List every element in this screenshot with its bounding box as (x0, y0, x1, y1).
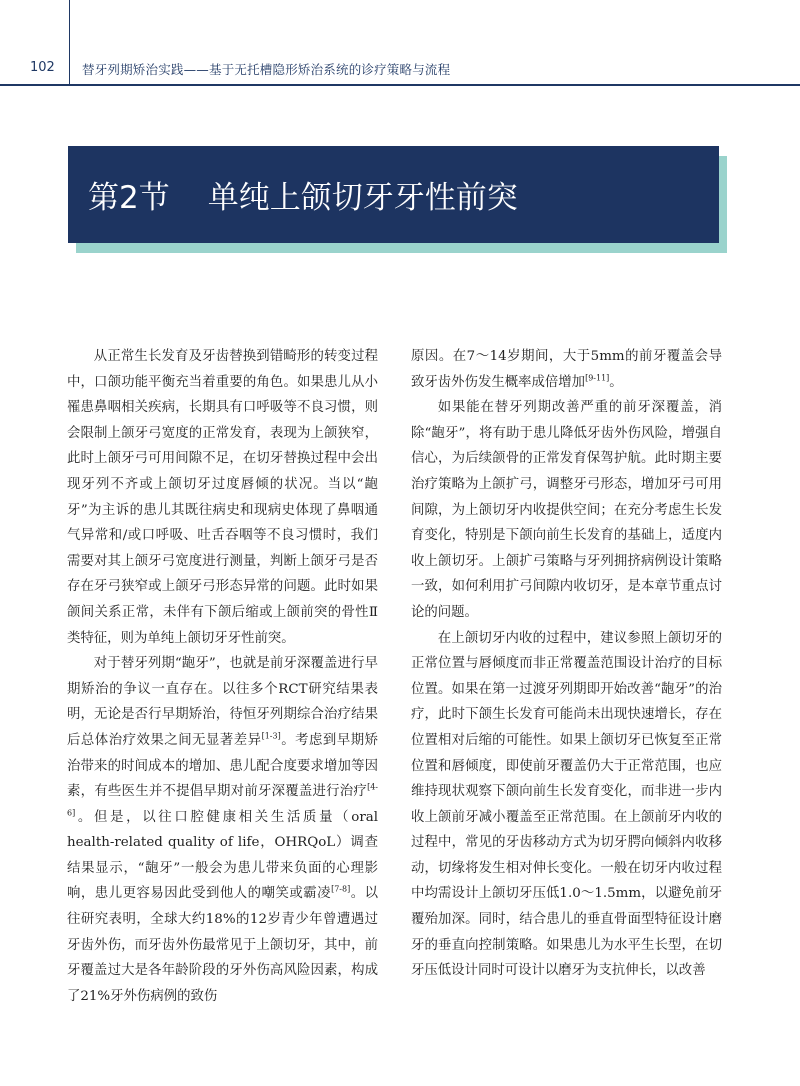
section-banner (68, 146, 719, 243)
text-run: 。 (609, 374, 623, 390)
running-head: 替牙列期矫治实践——基于无托槽隐形矫治系统的诊疗策略与流程 (82, 62, 451, 77)
paragraph (411, 344, 722, 395)
citation: [9-11] (585, 373, 610, 383)
section-title: 单纯上颌切牙牙性前突 (207, 180, 518, 216)
header-divider (69, 0, 70, 86)
paragraph (67, 651, 378, 1009)
section-number: 第2节 (88, 180, 170, 216)
text-run: 对于替牙列期“龅牙”，也就是前牙深覆盖进行早期矫治的争议一直存在。以往多个RCT研究结果表明，无论是否行早期矫治，待恒牙列期综合治疗结果后总体治疗效果之间无显著差异 (67, 656, 378, 748)
paragraph: 如果能在替牙列期改善严重的前牙深覆盖，消除“龅牙”，将有助于患儿降低牙齿外伤风险，增强自信心，为后续颌骨的正常发育保驾护航。此时期主要治疗策略为上颌扩弓，调整牙弓形态，增加牙弓可用间隙，为上颌切牙内收提供空间；在充分考虑生长发育变化，特别是下颌向前生长发育的基础上，适度内收上颌切牙。上颌扩弓策略与牙列拥挤病例设计策略一致，如何利用扩弓间隙内收切牙，是本章节重点讨论的问题。 (411, 400, 722, 620)
paragraph: 从正常生长发育及牙齿替换到错畸形的转变过程中，口颌功能平衡充当着重要的角色。如果患儿从小罹患鼻咽相关疾病，长期具有口呼吸等不良习惯，则会限制上颌牙弓宽度的正常发育，表现为上颌狭窄，此时上颌牙弓可用间隙不足，在切牙替换过程中会出现牙列不齐或上颌切牙过度唇倾的状况。当以“龅牙”为主诉的患儿其既往病史和现病史体现了鼻咽通气异常和/或口呼吸、吐舌吞咽等不良习惯时，我们需要对其上颌牙弓宽度进行测量，判断上颌牙弓是否存在牙弓狭窄或上颌牙弓形态异常的问题。此时如果颌间关系正常，未伴有下颌后缩或上颌前突的骨性Ⅱ类特征，则为单纯上颌切牙牙性前突。 (67, 349, 378, 646)
text-run: 。考虑到早期矫治带来的时间成本的增加、患儿配合度要求增加等因素，有些医生并不提倡早期对前牙深覆盖进行治疗 (67, 732, 379, 800)
citation: [4-6] (67, 782, 378, 818)
text-run: 。以往研究表明，全球大约18%的12岁青少年曾遭遇过牙齿外伤，而牙齿外伤最常见于上颌切牙，其中，前牙覆盖过大是各年龄阶段的牙外伤高风险因素，构成了21%牙外伤病例的致伤 (67, 886, 379, 1004)
citation: [7-8] (331, 885, 351, 894)
paragraph: 在上颌切牙内收的过程中，建议参照上颌切牙的正常位置与唇倾度而非正常覆盖范围设计治疗的目标位置。如果在第一过渡牙列期即开始改善“龅牙”的治疗，此时下颌生长发育可能尚未出现快速增长，存在位置相对后缩的可能性。如果上颌切牙已恢复至正常位置和唇倾度，即使前牙覆盖仍大于正常范围，也应维持现状观察下颌向前生长发育变化，而非进一步内收上颌前牙减小覆盖至正常范围。在上颌前牙内收的过程中，常见的牙齿移动方式为切牙腭向倾斜内收移动，切缘将发生相对伸长变化。一般在切牙内收过程中均需设计上颌切牙压低1.0～1.5mm，以避免前牙覆殆加深。同时，结合患儿的垂直骨面型特征设计磨牙的垂直向控制策略。如果患儿为水平生长型，在切牙压低设计同时可设计以磨牙为支抗伸长，以改善 (411, 630, 722, 979)
page-number: 102 (30, 60, 55, 75)
text-run: 原因。在7～14岁期间，大于5mm的前牙覆盖会导致牙齿外伤发生概率成倍增加 (411, 349, 722, 390)
page-header (0, 0, 800, 86)
citation: [1-3] (261, 731, 281, 741)
header-rule (0, 84, 800, 86)
left-column (67, 344, 378, 1009)
right-column (411, 344, 722, 984)
text-run: 。但是，以往口腔健康相关生活质量（oral health-related quality of life，OHRQoL）调查结果显示，“龅牙”一般会为患儿带来负面的心理影响，患儿更容易因此受到他人的嘲笑或霸凌 (67, 809, 378, 902)
